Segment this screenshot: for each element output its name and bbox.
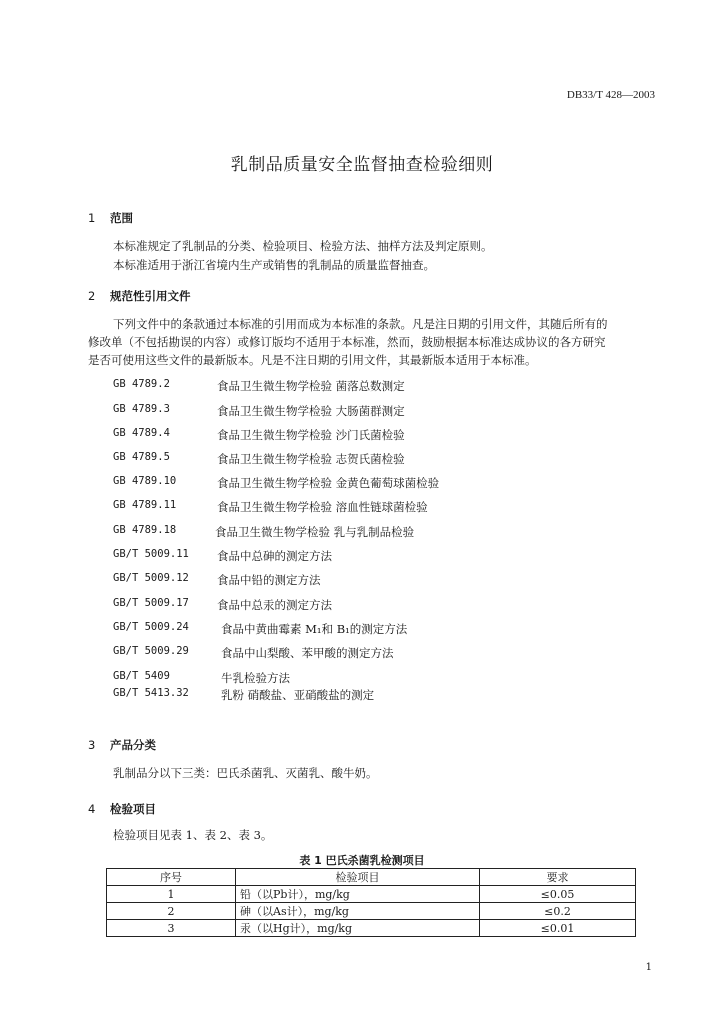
section-3-heading: [88, 737, 156, 753]
reference-title: 食品卫生微生物学检验 溶血性链球菌检验: [217, 500, 428, 514]
reference-code: GB/T 5009.12: [113, 572, 189, 584]
reference-code: GB 4789.11: [113, 499, 177, 511]
paragraph: 检验项目见表 1、表 2、表 3。: [113, 828, 273, 842]
table-cell: 砷（以As计），mg/kg: [236, 903, 480, 920]
reference-code: GB/T 5009.11: [113, 548, 189, 560]
reference-code: GB/T 5009.24: [113, 621, 189, 633]
reference-code: GB/T 5009.17: [113, 597, 189, 609]
reference-title: 乳粉 硝酸盐、亚硝酸盐的测定: [221, 688, 375, 702]
table-cell: 1: [107, 886, 236, 903]
paragraph: 本标准适用于浙江省境内生产或销售的乳制品的质量监督抽查。: [113, 258, 435, 272]
table-header-cell: 检验项目: [236, 869, 480, 886]
page-number: 1: [645, 962, 652, 973]
reference-code: GB/T 5409: [113, 670, 170, 682]
table-cell: ≤0.2: [480, 903, 636, 920]
reference-title: 食品中总砷的测定方法: [217, 549, 332, 563]
reference-title: 食品卫生微生物学检验 沙门氏菌检验: [217, 428, 405, 442]
section-number: 2: [88, 289, 96, 303]
section-1-heading: [88, 210, 133, 226]
table-cell: ≤0.05: [480, 886, 636, 903]
table-row: [107, 903, 636, 920]
section-title: 规范性引用文件: [110, 289, 191, 303]
table-cell: 3: [107, 920, 236, 937]
table-header-cell: 序号: [107, 869, 236, 886]
reference-title: 食品卫生微生物学检验 乳与乳制品检验: [215, 525, 415, 539]
section-2-heading: [88, 288, 191, 304]
table-caption: 表 1 巴氏杀菌乳检测项目: [299, 854, 425, 867]
reference-title: 食品卫生微生物学检验 金黄色葡萄球菌检验: [217, 476, 440, 490]
reference-title: 食品卫生微生物学检验 大肠菌群测定: [217, 404, 405, 418]
section-title: 检验项目: [110, 802, 157, 816]
table-header-row: [107, 869, 636, 886]
reference-title: 牛乳检验方法: [221, 671, 290, 685]
reference-title: 食品中总汞的测定方法: [217, 598, 332, 612]
reference-code: GB 4789.5: [113, 451, 170, 463]
table-cell: ≤0.01: [480, 920, 636, 937]
inspection-table: [106, 868, 636, 937]
section-number: 4: [88, 802, 96, 816]
table-row: [107, 886, 636, 903]
reference-code: GB 4789.4: [113, 427, 170, 439]
section-title: 范围: [110, 211, 134, 225]
paragraph: 乳制品分以下三类：巴氏杀菌乳、灭菌乳、酸牛奶。: [113, 766, 378, 780]
section-4-heading: [88, 801, 156, 817]
table-header-cell: 要求: [480, 869, 636, 886]
reference-title: 食品卫生微生物学检验 志贺氏菌检验: [217, 452, 405, 466]
reference-code: GB 4789.2: [113, 378, 170, 390]
table-cell: 铅（以Pb计），mg/kg: [236, 886, 480, 903]
reference-title: 食品卫生微生物学检验 菌落总数测定: [217, 379, 405, 393]
table-row: [107, 920, 636, 937]
table-cell: 汞（以Hg计），mg/kg: [236, 920, 480, 937]
reference-code: GB/T 5413.32: [113, 687, 189, 699]
reference-code: GB 4789.3: [113, 403, 170, 415]
reference-code: GB 4789.10: [113, 475, 177, 487]
section-title: 产品分类: [110, 738, 157, 752]
section-number: 3: [88, 738, 96, 752]
reference-title: 食品中铅的测定方法: [217, 573, 321, 587]
reference-code: GB 4789.18: [113, 524, 177, 536]
paragraph: 本标准规定了乳制品的分类、检验项目、检验方法、抽样方法及判定原则。: [113, 239, 493, 253]
paragraph: 下列文件中的条款通过本标准的引用而成为本标准的条款。凡是注日期的引用文件，其随后所有的: [113, 317, 608, 331]
reference-code: GB/T 5009.29: [113, 645, 189, 657]
reference-title: 食品中黄曲霉素 M₁和 B₁的测定方法: [221, 622, 408, 636]
paragraph: 修改单（不包括勘误的内容）或修订版均不适用于本标准，然而，鼓励根据本标准达成协议的各方研究: [88, 335, 606, 349]
table-cell: 2: [107, 903, 236, 920]
standard-code: DB33/T 428—2003: [566, 89, 655, 101]
document-title: 乳制品质量安全监督抽查检验细则: [230, 155, 494, 175]
paragraph: 是否可使用这些文件的最新版本。凡是不注日期的引用文件，其最新版本适用于本标准。: [88, 353, 537, 367]
section-number: 1: [88, 211, 96, 225]
reference-title: 食品中山梨酸、苯甲酸的测定方法: [221, 646, 394, 660]
